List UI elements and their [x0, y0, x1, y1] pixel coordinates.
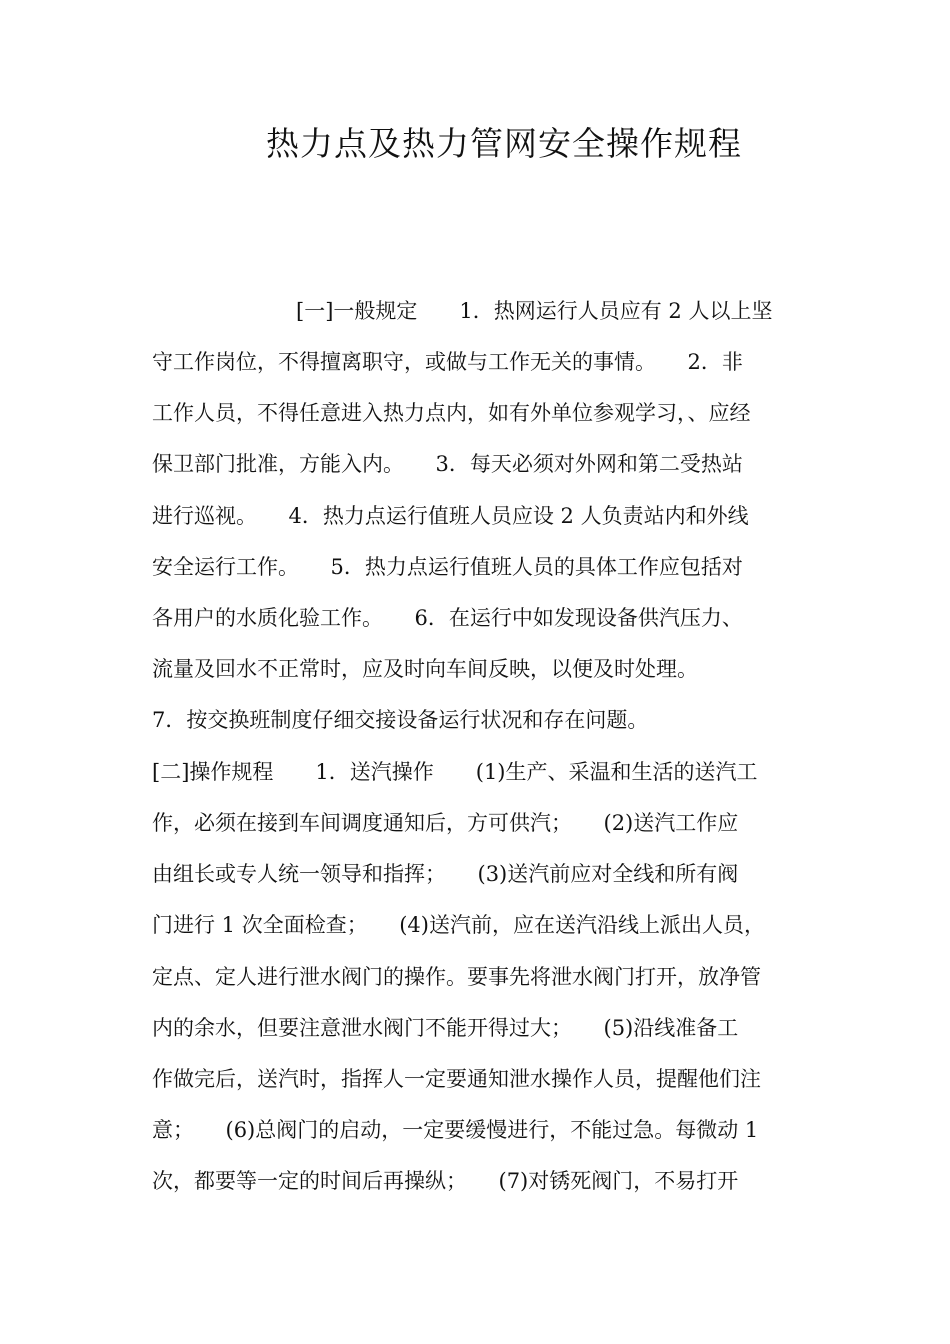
- body-line: 次，都要等一定的时间后再操纵； (7)对锈死阀门，不易打开: [152, 1169, 739, 1193]
- body-line: 工作人员，不得任意进入热力点内，如有外单位参观学习，、应经: [152, 401, 751, 425]
- body-line: 各用户的水质化验工作。 6．在运行中如发现设备供汽压力、: [152, 606, 743, 630]
- body-line: [一]一般规定 1．热网运行人员应有 2 人以上坚: [296, 299, 773, 323]
- body-line: 门进行 1 次全面检查； (4)送汽前，应在送汽沿线上派出人员，: [152, 913, 765, 937]
- body-line: 内的余水，但要注意泄水阀门不能开得过大； (5)沿线准备工: [152, 1016, 739, 1040]
- body-line: 作做完后，送汽时，指挥人一定要通知泄水操作人员，提醒他们注: [152, 1067, 761, 1091]
- body-line: 流量及回水不正常时，应及时向车间反映，以便及时处理。: [152, 657, 698, 681]
- body-line: 定点、定人进行泄水阀门的操作。要事先将泄水阀门打开，放净管: [152, 965, 761, 989]
- body-line: 安全运行工作。 5．热力点运行值班人员的具体工作应包括对: [152, 555, 743, 579]
- body-line: 由组长或专人统一领导和指挥； (3)送汽前应对全线和所有阀: [152, 862, 739, 886]
- body-line: 保卫部门批准，方能入内。 3．每天必须对外网和第二受热站: [152, 452, 743, 476]
- body-line: 7．按交换班制度仔细交接设备运行状况和存在问题。: [152, 708, 649, 732]
- body-line: 作，必须在接到车间调度通知后，方可供汽； (2)送汽工作应: [152, 811, 739, 835]
- body-line: 意； (6)总阀门的启动，一定要缓慢进行，不能过急。每微动 1: [152, 1118, 759, 1142]
- body-line: [二]操作规程 1．送汽操作 (1)生产、采温和生活的送汽工: [152, 760, 758, 784]
- body-line: 守工作岗位，不得擅离职守，或做与工作无关的事情。 2．非: [152, 350, 743, 374]
- document-title: 热力点及热力管网安全操作规程: [266, 124, 742, 163]
- body-line: 进行巡视。 4．热力点运行值班人员应设 2 人负责站内和外线: [152, 504, 749, 528]
